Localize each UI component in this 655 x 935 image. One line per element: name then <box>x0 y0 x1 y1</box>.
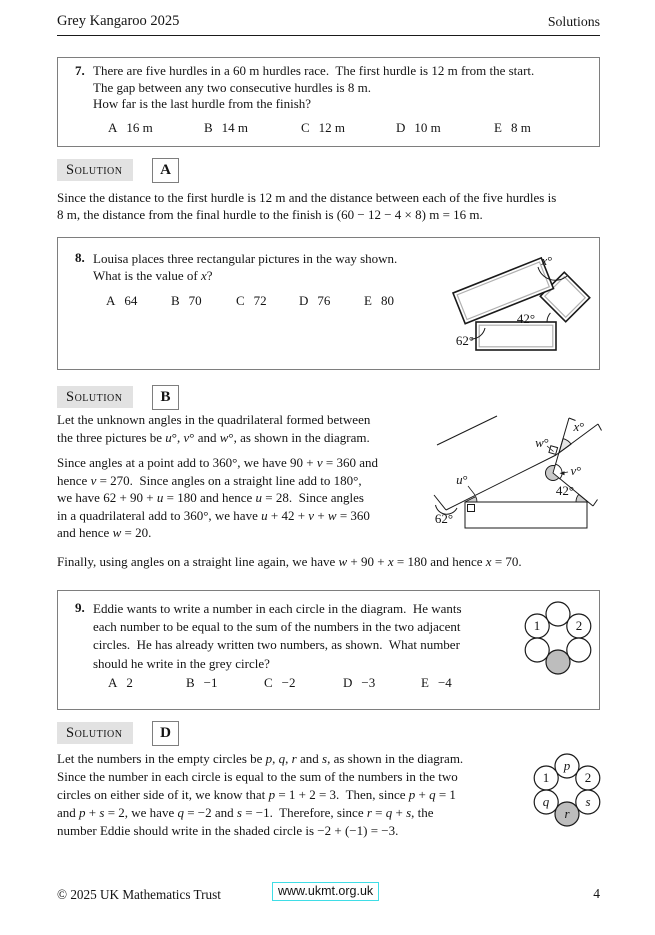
option-letter: C <box>301 120 310 135</box>
option-b <box>186 675 218 691</box>
question-line: each number to be equal to the sum of the numbers in the two adjacent <box>93 619 461 635</box>
solution-8-final <box>57 553 522 571</box>
solution-line: 8 m, the distance from the final hurdle to the finish is (60 − 12 − 4 × 8) m = 16 m. <box>57 207 483 223</box>
answer-box: B <box>152 385 179 410</box>
angle-label-w: w° <box>535 435 549 450</box>
option-e <box>421 675 452 691</box>
option-value: 80 <box>380 293 394 308</box>
options-row <box>58 675 599 692</box>
solution-line: and hence w = 20. <box>57 525 152 540</box>
solution-line: Finally, using angles on a straight line again, we have w + 90 + x = 180 and hence x = 70. <box>57 554 522 569</box>
option-letter: B <box>204 120 213 135</box>
question-line: What is the value of x? <box>93 268 213 284</box>
circle-label-1: 1 <box>542 770 550 785</box>
question-number: 7. <box>75 63 85 78</box>
option-value: −4 <box>437 675 452 690</box>
option-a <box>108 120 153 136</box>
circles-diagram <box>520 596 630 706</box>
option-b <box>171 293 202 309</box>
question-line: The gap between any two consecutive hurdles is 8 m. <box>93 79 371 95</box>
circle-label-2: 2 <box>584 770 592 785</box>
options-row <box>58 120 599 137</box>
solution-line: in a quadrilateral add to 360°, we have u + 42 + v + w = 360 <box>57 507 370 523</box>
solution-badge: Solution <box>57 159 133 181</box>
circle-label-p: p <box>563 758 571 773</box>
solution-line: Let the numbers in the empty circles be p, q, r and s, as shown in the diagram. <box>57 751 464 766</box>
header-title: Grey Kangaroo 2025 <box>57 13 180 29</box>
option-d <box>343 675 375 691</box>
solution-line: the three pictures be u°, v° and w°, as shown in the diagram. <box>57 429 370 445</box>
question-7-box <box>57 57 600 147</box>
option-a <box>106 293 137 309</box>
solution-8-text-2 <box>57 454 378 542</box>
angle-label-u: u° <box>456 472 468 487</box>
solution-line: hence v = 270. Since angles on a straight line add to 180°, <box>57 472 362 488</box>
solution-line: Let the unknown angles in the quadrilateral formed between <box>57 412 371 427</box>
solution-line: number Eddie should write in the shaded circle is −2 + (−1) = −3. <box>57 823 399 838</box>
question-8-box <box>57 237 600 370</box>
pictures-diagram <box>441 240 611 371</box>
option-c <box>236 293 267 309</box>
option-letter: C <box>236 293 245 308</box>
question-line: There are five hurdles in a 60 m hurdles race. The first hurdle is 12 m from the start. <box>93 63 535 78</box>
option-e <box>494 120 531 136</box>
option-d <box>396 120 441 136</box>
question-line: Eddie wants to write a number in each circle in the diagram. He wants <box>93 601 462 616</box>
option-value: 70 <box>188 293 202 308</box>
solution-badge: Solution <box>57 722 133 744</box>
option-letter: E <box>364 293 372 308</box>
option-value: 10 m <box>414 120 441 135</box>
option-c <box>301 120 345 136</box>
header-subtitle: Solutions <box>547 14 600 29</box>
angle-label-v: v° <box>570 463 582 478</box>
pictures-diagram-svg <box>441 240 611 371</box>
solution-line: Since the distance to the first hurdle is 12 m and the distance between each of the five hurdles is <box>57 190 557 205</box>
answer-box: D <box>152 721 179 746</box>
footer-link[interactable]: www.ukmt.org.uk <box>272 882 379 901</box>
question-line: Louisa places three rectangular pictures in the way shown. <box>93 251 398 266</box>
option-value: 12 m <box>318 120 346 135</box>
question-line: circles. He has already written two numbers, as shown. What number <box>93 637 460 653</box>
footer-copyright: © 2025 UK Mathematics Trust <box>57 887 221 902</box>
question-number: 9. <box>75 600 85 615</box>
option-value: 16 m <box>126 120 153 135</box>
solution-line: circles on either side of it, we know that p = 1 + 2 = 3. Then, since p + q = 1 <box>57 787 456 802</box>
option-letter: A <box>106 293 116 308</box>
option-b <box>204 120 248 136</box>
option-value: 8 m <box>510 120 531 135</box>
option-value: 14 m <box>221 120 249 135</box>
angle-label-x: x° <box>541 253 553 268</box>
option-letter: E <box>421 675 429 690</box>
circle-label-q: q <box>542 794 550 809</box>
angle-label-42: 42° <box>516 311 536 326</box>
option-letter: E <box>494 120 502 135</box>
option-letter: D <box>396 120 406 135</box>
angle-label-62: 62° <box>434 511 454 526</box>
circles-diagram-svg <box>520 596 630 706</box>
option-value: −2 <box>281 675 296 690</box>
solution-line: Since angles at a point add to 360°, we have 90 + v = 360 and <box>57 455 378 470</box>
solution-7-text <box>57 189 556 223</box>
option-value: −1 <box>203 675 218 690</box>
solution-badge: Solution <box>57 386 133 408</box>
answer-box: A <box>152 158 179 183</box>
solution-9-text <box>57 750 463 840</box>
question-number: 8. <box>75 250 85 265</box>
circle-label-2: 2 <box>575 618 583 633</box>
option-value: 76 <box>317 293 331 308</box>
footer-page-number: 4 <box>593 886 600 901</box>
option-letter: A <box>108 675 118 690</box>
question-line: should he write in the grey circle? <box>93 655 270 671</box>
option-c <box>264 675 296 691</box>
option-letter: D <box>343 675 353 690</box>
option-value: 2 <box>126 675 133 690</box>
circle-label-r: r <box>564 806 570 821</box>
circles-diagram-labelled <box>529 743 639 853</box>
solution-8-text-1 <box>57 411 370 446</box>
option-e <box>364 293 394 309</box>
angle-label-62: 62° <box>455 333 475 348</box>
circle-label-1: 1 <box>533 618 541 633</box>
option-value: −3 <box>361 675 376 690</box>
question-9-box <box>57 590 600 710</box>
header-rule <box>57 35 600 36</box>
option-letter: A <box>108 120 118 135</box>
option-letter: C <box>264 675 273 690</box>
solution-line: Since the number in each circle is equal to the sum of the numbers in the two <box>57 769 458 784</box>
option-letter: B <box>171 293 180 308</box>
option-letter: B <box>186 675 195 690</box>
solution-line: and p + s = 2, we have q = −2 and s = −1. Therefore, since r = q + s, the <box>57 805 434 820</box>
solution-line: we have 62 + 90 + u = 180 and hence u = 28. Since angles <box>57 490 364 505</box>
option-letter: D <box>299 293 309 308</box>
option-value: 64 <box>124 293 138 308</box>
angles-diagram <box>430 400 655 545</box>
option-d <box>299 293 330 309</box>
circle-label-s: s <box>585 794 591 809</box>
option-value: 72 <box>253 293 267 308</box>
question-line: How far is the last hurdle from the finish? <box>93 96 312 112</box>
angle-label-x: x° <box>573 419 585 434</box>
option-a <box>108 675 133 691</box>
angle-label-42: 42° <box>555 483 575 498</box>
